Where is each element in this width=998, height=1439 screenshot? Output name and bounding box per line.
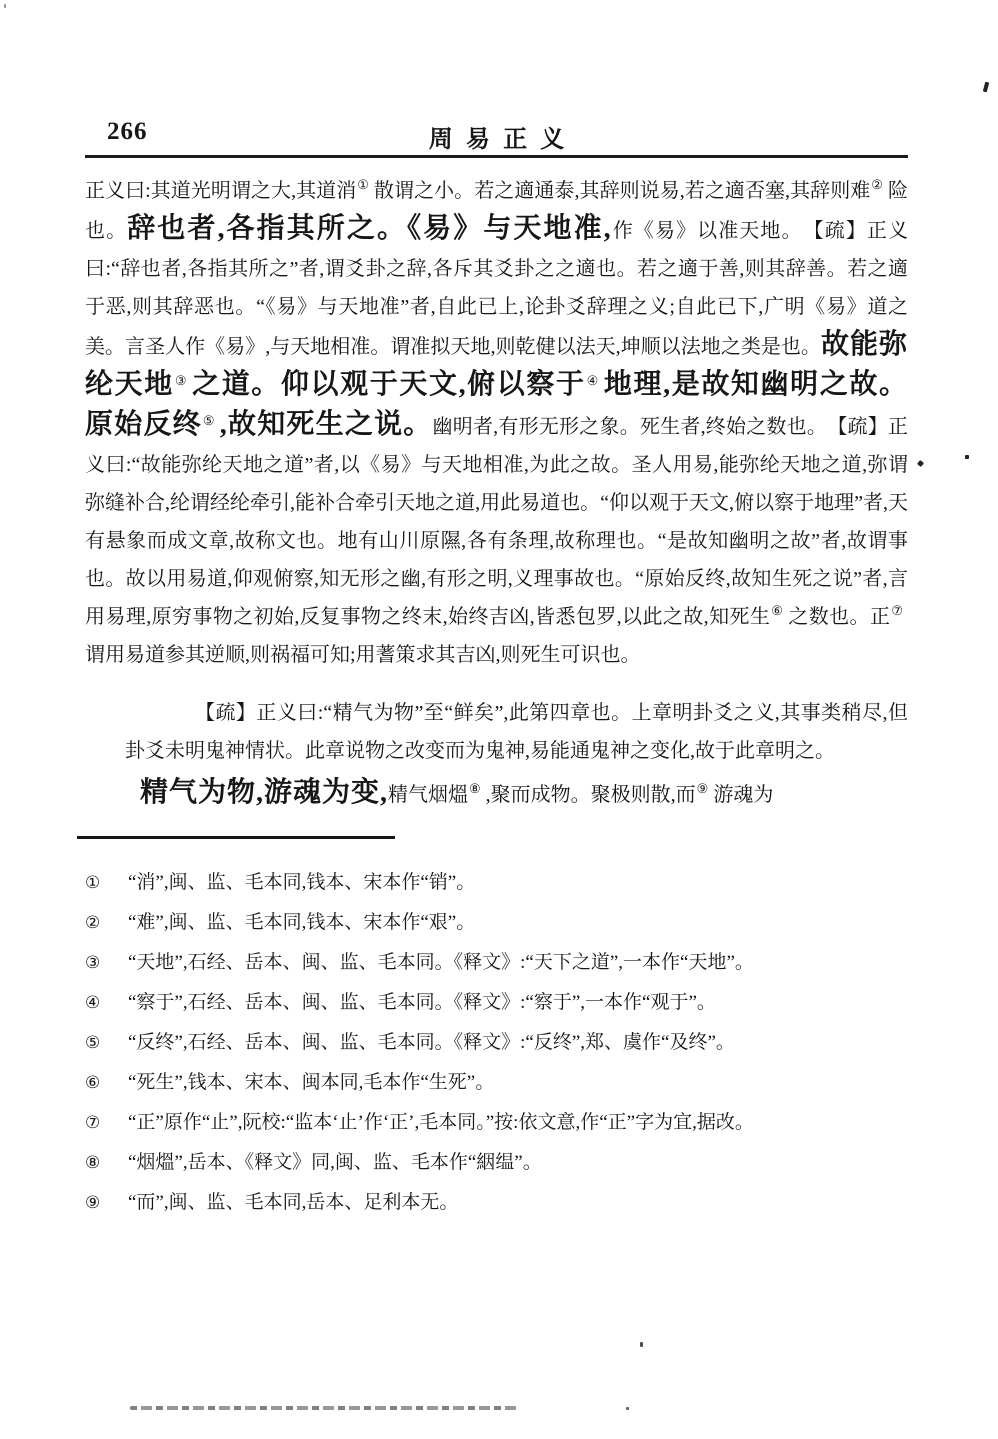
- text-run: 谓用易道参其逆顺,则祸福可知;用蓍策求其吉凶,则死生可识也。: [85, 644, 641, 666]
- footnote-marker: ③: [85, 953, 101, 972]
- footnote-ref-7: ⑦: [891, 603, 904, 619]
- classic-text-run: 故能弥纶天地: [85, 329, 908, 400]
- footnotes-section: [85, 863, 908, 1223]
- scan-artifact: [4, 4, 6, 8]
- text-run: 险也。: [85, 180, 908, 242]
- main-text-paragraph-3: [85, 770, 908, 818]
- footnote-text: “天地”,石经、岳本、闽、监、毛本同。《释文》:“天下之道”,一本作“天地”。: [128, 952, 754, 973]
- footnote-separator-rule: [77, 836, 395, 839]
- scan-artifact: [965, 455, 969, 459]
- footnote-text: “察于”,石经、岳本、闽、监、毛本同。《释文》:“察于”,一本作“观于”。: [128, 992, 716, 1013]
- scan-smudge-line: [130, 1406, 520, 1410]
- footnote-ref-5: ⑤: [202, 413, 215, 429]
- footnote-item: [85, 1023, 908, 1063]
- text-run: 游魂为: [713, 784, 774, 806]
- text-run: 散谓之小。若之適通泰,其辞则说易,若之適否塞,其辞则难: [373, 180, 871, 202]
- classic-text-run: 辞也者,各指其所之。《易》与天地准,: [127, 213, 612, 244]
- footnote-item: [85, 1063, 908, 1103]
- commentary-run: 【疏】正义曰:“精气为物”至“鲜矣”,此第四章也。上章明卦爻之义,其事类稍尽,但卦爻未明鬼神情状。此章说物之改变而为鬼神,易能通鬼神之变化,故于此章明之。: [125, 702, 908, 762]
- footnote-marker: ⑤: [85, 1033, 101, 1052]
- running-head-book-title: 周易正义: [428, 127, 578, 153]
- footnote-marker: ⑦: [85, 1113, 101, 1132]
- classic-text-run: 之道。仰以观于天文,俯以察于: [192, 369, 586, 400]
- page-header: [85, 116, 908, 154]
- footnote-item: [85, 1183, 908, 1223]
- text-run: 作《易》以准天地。 【疏】正义曰:“辞也者,各指其所之”者,谓爻卦之辞,各斥其爻卦之之適也。若之適于善,则其辞善。若之適于恶,则其辞恶也。“《易》与天地准”者,自此已上,论卦爻辞理之义;自此已下,广明《易》道之美。言圣人作《易》,与天地相准。谓准拟天地,则乾健以法天,坤顺以法地之类是也。: [85, 220, 909, 358]
- footnote-item: [85, 863, 908, 903]
- footnote-text: “而”,闽、监、毛本同,岳本、足利本无。: [128, 1192, 459, 1213]
- footnote-text: “烟熅”,岳本、《释文》同,闽、监、毛本作“絪缊”。: [128, 1152, 542, 1173]
- text-run: 之数也。正: [788, 606, 891, 628]
- footnote-item: [85, 983, 908, 1023]
- footnote-text: “难”,闽、监、毛本同,钱本、宋本作“艰”。: [128, 912, 476, 933]
- footnote-ref-8: ⑧: [469, 781, 481, 797]
- main-text-paragraph-1: [85, 172, 908, 674]
- scan-artifact: [917, 460, 924, 467]
- footnote-marker: ⑨: [85, 1193, 101, 1212]
- footnote-text: “反终”,石经、岳本、闽、监、毛本同。《释文》:“反终”,郑、虞作“及终”。: [128, 1032, 735, 1053]
- page-content: [85, 116, 908, 1223]
- scan-artifact: [983, 82, 989, 93]
- classic-text-run: ,故知死生之说。: [219, 409, 433, 440]
- main-text-paragraph-2: [125, 694, 908, 770]
- footnote-item: [85, 1143, 908, 1183]
- footnote-marker: ④: [85, 993, 101, 1012]
- footnote-ref-9: ⑨: [696, 781, 709, 797]
- scan-artifact: [626, 1407, 629, 1410]
- footnote-marker: ⑥: [85, 1073, 101, 1092]
- text-run: 精气烟熅: [388, 784, 469, 806]
- footnote-ref-1: ①: [357, 177, 369, 193]
- footnote-item: [85, 1103, 908, 1143]
- footnote-ref-6: ⑥: [771, 603, 784, 619]
- footnote-ref-4: ④: [586, 373, 599, 389]
- footnote-item: [85, 903, 908, 943]
- text-run: 正义曰:其道光明谓之大,其道消: [85, 180, 357, 202]
- main-text: [85, 172, 908, 818]
- footnote-marker: ①: [85, 873, 101, 892]
- footnote-ref-3: ③: [174, 373, 188, 389]
- footnote-text: “正”原作“止”,阮校:“监本‘止’作‘正’,毛本同。”按:依文意,作“正”字为宜,据改。: [128, 1112, 754, 1133]
- footnote-marker: ⑧: [85, 1153, 101, 1172]
- footnote-item: [85, 943, 908, 983]
- classic-text-run: 精气为物,游魂为变,: [140, 777, 389, 808]
- text-run: ,聚而成物。聚极则散,而: [485, 784, 696, 806]
- footnote-ref-2: ②: [871, 177, 883, 193]
- text-run: 幽明者,有形无形之象。死生者,终始之数也。 【疏】正义曰:“故能弥纶天地之道”者,以《易》与天地相准,为此之故。圣人用易,能弥纶天地之道,弥谓弥缝补合,纶谓经纶牵引,能补合牵引天地之道,用此易道也。“仰以观于天文,俯以察于地理”者,天有悬象而成文章,故称文也。地有山川原隰,各有条理,故称理也。“是故知幽明之故”者,故谓事也。故以用易道,仰观俯察,知无形之幽,有形之明,义理事故也。“原始反终,故知生死之说”者,言用易理,原穷事物之初始,反复事物之终末,始终吉凶,皆悉包罗,以此之故,知死生: [85, 416, 908, 628]
- page-number: 266: [107, 118, 148, 145]
- footnote-text: “死生”,钱本、宋本、闽本同,毛本作“生死”。: [128, 1072, 495, 1093]
- footnote-text: “消”,闽、监、毛本同,钱本、宋本作“销”。: [128, 872, 476, 893]
- scan-artifact: [640, 1342, 643, 1347]
- header-rule: [85, 155, 908, 158]
- footnote-marker: ②: [85, 913, 101, 932]
- classic-text-run: 地理,是故知幽明之故。原始反终: [85, 369, 908, 440]
